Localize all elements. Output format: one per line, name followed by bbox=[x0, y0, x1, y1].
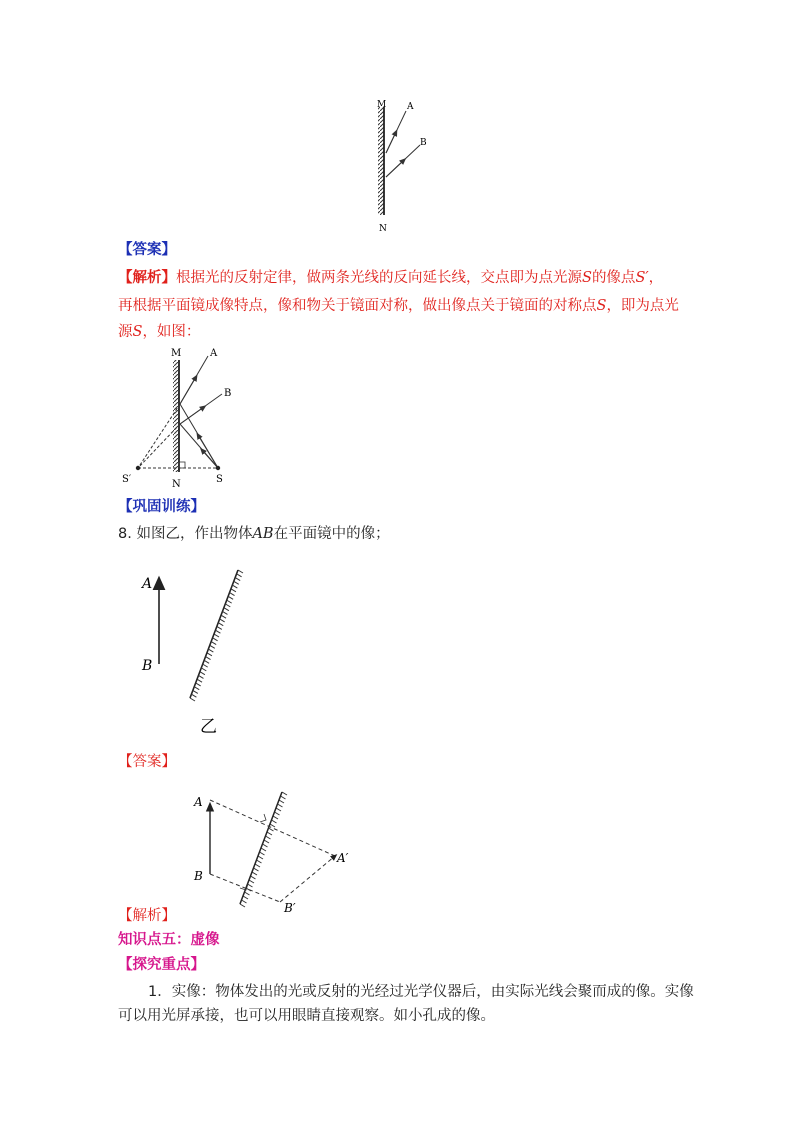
mirror-hatching bbox=[240, 792, 287, 907]
key-points-tag: 【探究重点】 bbox=[118, 957, 205, 973]
hatch-tick bbox=[260, 852, 265, 855]
hatch-tick bbox=[207, 653, 212, 656]
ray-a-arrow bbox=[386, 132, 396, 153]
hatch-tick bbox=[242, 900, 247, 903]
hatch-tick bbox=[228, 596, 233, 599]
label-m: M bbox=[377, 100, 387, 110]
analysis-text-2b: ，即为点光 bbox=[606, 298, 679, 314]
hatch-tick bbox=[197, 679, 202, 682]
analysis-text-3a: 源 bbox=[118, 324, 133, 340]
hatch-tick bbox=[273, 816, 278, 819]
hatch-tick bbox=[232, 585, 237, 588]
label-b: B bbox=[420, 138, 427, 148]
analysis-text-2a: 再根据平面镜成像特点，像和物关于镜面对称，做出像点关于镜面的对称点 bbox=[118, 298, 597, 314]
label-n: N bbox=[172, 479, 181, 490]
hatch-tick bbox=[255, 864, 260, 867]
label-a: A bbox=[210, 348, 218, 359]
hatch-tick bbox=[217, 626, 222, 629]
hatch-tick bbox=[240, 904, 245, 907]
mirror-hatching bbox=[190, 570, 243, 701]
hatch-tick bbox=[214, 634, 219, 637]
hatch-tick bbox=[276, 808, 281, 811]
analysis-text-1c: ， bbox=[648, 270, 664, 286]
point-s-prime bbox=[136, 466, 140, 470]
paragraph-1-line-2: 可以用光屏承接，也可以用眼睛直接观察。如小孔成的像。 bbox=[118, 1008, 495, 1024]
symbol-ab: AB bbox=[252, 526, 274, 542]
hatch-tick bbox=[227, 600, 232, 603]
label-a: A bbox=[142, 576, 153, 592]
hatch-tick bbox=[254, 868, 259, 871]
ray-b-arrow bbox=[386, 160, 404, 177]
hatch-tick bbox=[231, 589, 236, 592]
hatch-tick bbox=[270, 824, 275, 827]
hatch-tick bbox=[222, 611, 227, 614]
hatch-tick bbox=[221, 615, 226, 618]
hatch-tick bbox=[230, 593, 235, 596]
hatch-tick bbox=[204, 660, 209, 663]
question-text-a: 如图乙，作出物体 bbox=[136, 526, 253, 542]
analysis-text-3b: ，如图： bbox=[142, 324, 201, 340]
figure-source-construction bbox=[118, 342, 248, 490]
hatch-tick bbox=[198, 675, 203, 678]
section-consolidate: 【巩固训练】 bbox=[118, 499, 205, 515]
hatch-tick bbox=[191, 694, 196, 697]
label-s-prime: S′ bbox=[122, 474, 132, 485]
symbol-s: S bbox=[582, 270, 592, 286]
image-a-prime-b-prime bbox=[280, 856, 335, 902]
knowledge-point-title: 知识点五：虚像 bbox=[118, 932, 220, 948]
symbol-s: S bbox=[596, 298, 607, 314]
label-b-prime: B′ bbox=[284, 901, 296, 915]
hatch-tick bbox=[278, 804, 283, 807]
hatch-tick bbox=[249, 880, 254, 883]
hatch-tick bbox=[263, 844, 268, 847]
hatch-tick bbox=[258, 856, 263, 859]
analysis-line-3 bbox=[118, 322, 200, 342]
hatch-tick bbox=[279, 800, 284, 803]
question-8 bbox=[118, 524, 390, 544]
symbol-s: S bbox=[132, 324, 143, 340]
hatch-tick bbox=[261, 848, 266, 851]
analysis-text-1b: 的像点 bbox=[591, 270, 636, 286]
analysis-line-2 bbox=[118, 296, 679, 316]
label-b: B bbox=[194, 869, 203, 883]
label-b: B bbox=[224, 388, 232, 399]
hatch-tick bbox=[269, 828, 274, 831]
label-b: B bbox=[142, 658, 153, 674]
hatch-tick bbox=[206, 657, 211, 660]
hatch-tick bbox=[201, 668, 206, 671]
hatch-tick bbox=[234, 581, 239, 584]
hatch-tick bbox=[251, 876, 256, 879]
label-s: S bbox=[216, 474, 223, 485]
hatch-tick bbox=[245, 892, 250, 895]
analysis-tag-2: 【解析】 bbox=[118, 908, 176, 924]
hatch-tick bbox=[257, 860, 262, 863]
hatch-tick bbox=[272, 820, 277, 823]
dashed-b-to-b-prime bbox=[210, 874, 280, 902]
hatch-tick bbox=[193, 690, 198, 693]
hatch-tick bbox=[218, 623, 223, 626]
right-angle-mark-1 bbox=[260, 814, 266, 822]
label-a: A bbox=[194, 795, 203, 809]
paragraph-1-line-1: 1．实像：物体发出的光或反射的光经过光学仪器后，由实际光线会聚而成的像。实像 bbox=[148, 984, 694, 1000]
label-a-prime: A′ bbox=[337, 851, 349, 865]
point-s bbox=[216, 466, 220, 470]
hatch-tick bbox=[282, 792, 287, 795]
hatch-tick bbox=[220, 619, 225, 622]
figure-object-mirror bbox=[128, 560, 268, 740]
figure-caption: 乙 bbox=[200, 717, 217, 737]
hatch-tick bbox=[235, 578, 240, 581]
hatch-tick bbox=[264, 840, 269, 843]
hatch-tick bbox=[203, 664, 208, 667]
hatch-tick bbox=[266, 836, 271, 839]
figure-image-construction bbox=[190, 786, 365, 918]
figure-mirror-rays bbox=[360, 95, 450, 235]
incident-ray-2-arrow bbox=[202, 450, 218, 468]
hatch-tick bbox=[267, 832, 272, 835]
hatch-tick bbox=[237, 574, 242, 577]
hatch-tick bbox=[210, 645, 215, 648]
answer-tag-2: 【答案】 bbox=[118, 754, 176, 770]
hatch-tick bbox=[275, 812, 280, 815]
label-a: A bbox=[407, 102, 414, 112]
hatch-tick bbox=[243, 896, 248, 899]
analysis-tag-1: 【解析】 bbox=[118, 270, 176, 286]
hatch-tick bbox=[238, 570, 243, 573]
hatch-tick bbox=[196, 683, 201, 686]
hatch-tick bbox=[208, 649, 213, 652]
incident-ray-1-arrow bbox=[198, 435, 218, 468]
hatch-tick bbox=[213, 638, 218, 641]
dashed-a-to-a-prime bbox=[210, 800, 335, 856]
question-number: 8. bbox=[118, 526, 132, 542]
hatch-tick bbox=[211, 642, 216, 645]
hatch-tick bbox=[281, 796, 286, 799]
label-m: M bbox=[171, 348, 182, 359]
symbol-s-prime: S′ bbox=[635, 270, 649, 286]
hatch-tick bbox=[224, 608, 229, 611]
analysis-line-1 bbox=[118, 268, 663, 288]
hatch-tick bbox=[200, 672, 205, 675]
question-text-b: 在平面镜中的像； bbox=[273, 526, 390, 542]
analysis-text-1a: 根据光的反射定律，做两条光线的反向延长线，交点即为点光源 bbox=[176, 270, 582, 286]
ray-a-arrow bbox=[180, 377, 196, 404]
hatch-tick bbox=[252, 872, 257, 875]
hatch-tick bbox=[225, 604, 230, 607]
label-n: N bbox=[379, 224, 387, 234]
hatch-tick bbox=[194, 687, 199, 690]
answer-tag-1: 【答案】 bbox=[118, 242, 176, 258]
hatch-tick bbox=[215, 630, 220, 633]
hatch-tick bbox=[190, 698, 195, 701]
